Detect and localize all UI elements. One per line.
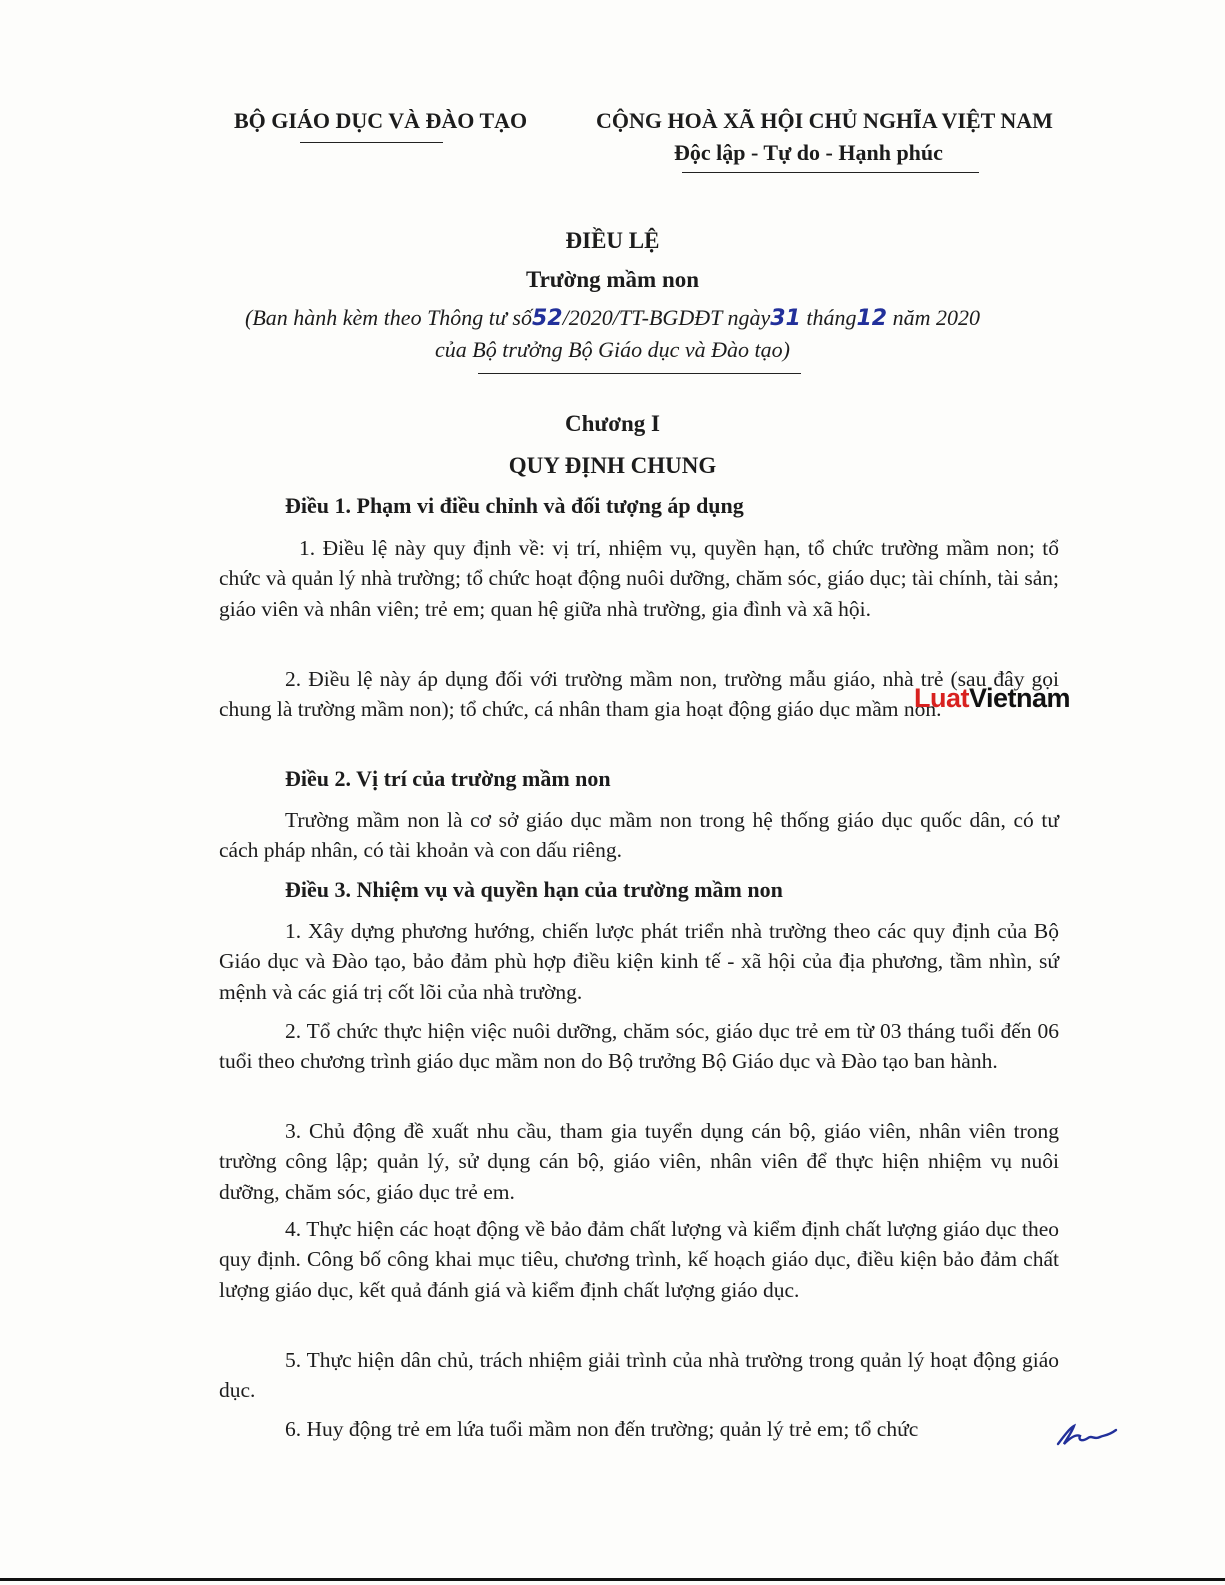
handwritten-initial-signature	[1054, 1418, 1120, 1450]
page-bottom-border	[0, 1578, 1225, 1581]
issuance-authority: của Bộ trưởng Bộ Giáo dục và Đào tạo)	[435, 337, 790, 362]
article-3-paragraph-5: 5. Thực hiện dân chủ, trách nhiệm giải trình của nhà trường trong quản lý hoạt động giáo dục.	[219, 1348, 1059, 1403]
article-3-paragraph-1: 1. Xây dựng phương hướng, chiến lược phát triển nhà trường theo các quy định của Bộ Giáo dục và Đào tạo, bảo đảm phù hợp điều kiện kinh tế - xã hội của địa phương, tầm nhìn, sứ mệnh và các giá trị cốt lõi của nhà trường.	[219, 919, 1059, 1004]
issuance-suffix: năm 2020	[887, 305, 980, 330]
article-3-paragraph-4: 4. Thực hiện các hoạt động về bảo đảm chất lượng và kiểm định chất lượng giáo dục theo quy định. Công bố công khai mục tiêu, chương trình, kế hoạch giáo dục, điều kiện bảo đảm chất lượng giáo dục, kết quả đánh giá và kiểm định chất lượng giáo dục.	[219, 1217, 1059, 1302]
article-1-heading: Điều 1. Phạm vi điều chỉnh và đối tượng áp dụng	[285, 493, 744, 518]
luatvietnam-watermark	[914, 683, 1070, 714]
article-3-heading: Điều 3. Nhiệm vụ và quyền hạn của trường mầm non	[285, 877, 783, 902]
article-3-paragraph-3: 3. Chủ động đề xuất nhu cầu, tham gia tuyển dụng cán bộ, giáo viên, nhân viên trong trường công lập; quản lý, sử dụng cán bộ, giáo viên, nhân viên để thực hiện nhiệm vụ nuôi dưỡng, chăm sóc, giáo dục trẻ em.	[219, 1119, 1059, 1204]
document-subtitle: Trường mầm non	[525, 267, 700, 292]
article-2-heading: Điều 2. Vị trí của trường mầm non	[285, 766, 611, 791]
article-3-paragraph-6: 6. Huy động trẻ em lứa tuổi mầm non đến trường; quản lý trẻ em; tổ chức	[285, 1417, 919, 1441]
article-1-paragraph-2: 2. Điều lệ này áp dụng đối với trường mầm non, trường mẫu giáo, nhà trẻ (sau đây gọi chung là trường mầm non); tổ chức, cá nhân tham gia hoạt động giáo dục mầm non.	[219, 667, 1059, 722]
issuance-mid-2: tháng	[800, 305, 857, 330]
issuance-prefix: (Ban hành kèm theo Thông tư số	[245, 305, 532, 330]
chapter-title: QUY ĐỊNH CHUNG	[508, 453, 717, 478]
title-divider	[478, 373, 801, 374]
article-2-paragraph-1: Trường mầm non là cơ sở giáo dục mầm non trong hệ thống giáo dục quốc dân, có tư cách pháp nhân, có tài khoản và con dấu riêng.	[219, 808, 1059, 863]
chapter-number: Chương I	[565, 411, 660, 436]
handwritten-circular-number: 52	[531, 306, 563, 331]
document-title: ĐIỀU LỆ	[565, 228, 660, 253]
ministry-underline	[300, 142, 443, 143]
handwritten-month: 12	[856, 306, 888, 331]
handwritten-day: 31	[770, 306, 801, 331]
article-3-paragraph-2: 2. Tổ chức thực hiện việc nuôi dưỡng, chăm sóc, giáo dục trẻ em từ 03 tháng tuổi đến 06 tuổi theo chương trình giáo dục mầm non do Bộ trưởng Bộ Giáo dục và Đào tạo ban hành.	[219, 1019, 1059, 1074]
issuance-mid-1: /2020/TT-BGDĐT ngày	[562, 305, 771, 330]
ministry-name: BỘ GIÁO DỤC VÀ ĐÀO TẠO	[234, 108, 528, 133]
issuance-line	[0, 305, 1225, 331]
watermark-part-2: Vietnam	[969, 683, 1071, 713]
watermark-part-1: Luat	[914, 683, 969, 713]
motto-underline	[682, 172, 979, 173]
article-1-paragraph-1: 1. Điều lệ này quy định về: vị trí, nhiệm vụ, quyền hạn, tổ chức trường mầm non; tổ chức và quản lý nhà trường; tổ chức hoạt động nuôi dưỡng, chăm sóc, giáo dục; tài chính, tài sản; giáo viên và nhân viên; trẻ em; quan hệ giữa nhà trường, gia đình và xã hội.	[219, 536, 1059, 621]
republic-name: CỘNG HOÀ XÃ HỘI CHỦ NGHĨA VIỆT NAM	[596, 108, 1053, 133]
national-motto: Độc lập - Tự do - Hạnh phúc	[674, 140, 943, 165]
